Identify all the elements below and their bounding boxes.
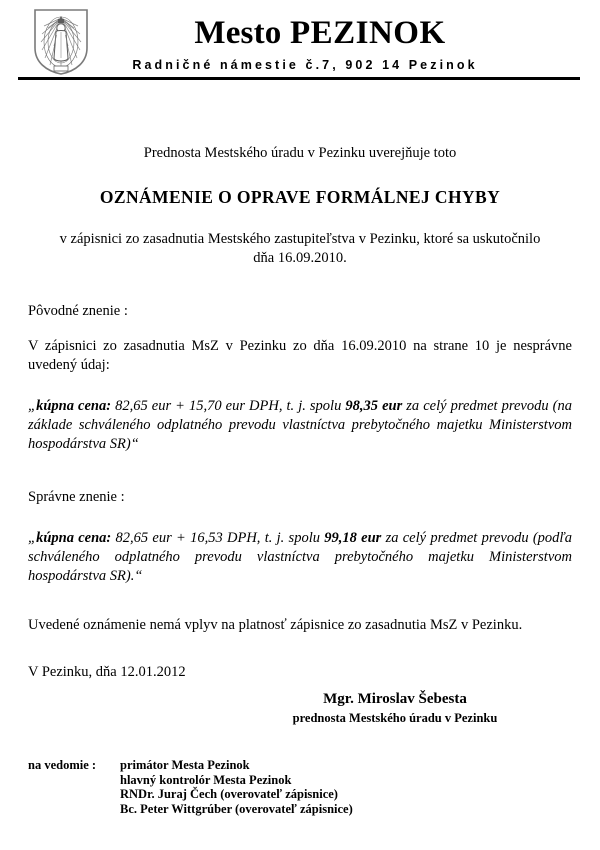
- original-wording-section: [28, 302, 572, 454]
- correct-wording-label: Správne znenie :: [28, 489, 125, 505]
- original-wording-label: Pôvodné znenie :: [28, 303, 128, 319]
- list-item: hlavný kontrolór Mesta Pezinok: [120, 772, 292, 787]
- original-quote-total: 98,35 eur: [345, 398, 403, 414]
- correct-wording-section: [28, 488, 572, 586]
- org-name-word-mesto: Mesto: [194, 15, 282, 51]
- distribution-label: na vedomie :: [28, 758, 97, 772]
- correct-quote-term: kúpna cena:: [36, 530, 112, 546]
- original-quote: [28, 397, 572, 454]
- original-quote-close: “: [130, 436, 139, 452]
- original-wording-paragraph: V zápisnici zo zasadnutia MsZ v Pezinku zo dňa 16.09.2010 na strane 10 je nesprávne uvedený údaj:: [28, 338, 572, 373]
- intro-line: Prednosta Mestského úradu v Pezinku uverejňuje toto: [143, 145, 457, 161]
- correct-quote-total: 99,18 eur: [324, 530, 382, 546]
- correct-quote-open: „: [28, 530, 37, 546]
- organization-name: [110, 14, 530, 52]
- signatory-name: Mgr. Miroslav Šebesta: [323, 691, 467, 707]
- correct-quote: [28, 529, 572, 586]
- org-name-word-city: PEZINOK: [289, 15, 446, 51]
- closing-paragraph: Uvedené oznámenie nemá vplyv na platnosť zápisnice zo zasadnutia MsZ v Pezinku.: [28, 617, 523, 633]
- distribution-list: [28, 758, 353, 816]
- organization-address: Radničné námestie č.7, 902 14 Pezinok: [132, 58, 478, 72]
- list-item: primátor Mesta Pezinok: [120, 758, 250, 772]
- page-title: OZNÁMENIE O OPRAVE FORMÁLNEJ CHYBY: [99, 187, 501, 207]
- correct-quote-rest: za celý predmet prevodu (podľa schváleného odplatného prevodu vlastníctva prebytočného majetku Ministerstvom hospodárstva SR).: [28, 530, 572, 584]
- correct-quote-amounts: 82,65 eur + 16,53 DPH, t. j. spolu: [111, 530, 325, 546]
- list-item: Bc. Peter Wittgrúber (overovateľ zápisnice): [120, 801, 353, 816]
- place-and-date: V Pezinku, dňa 12.01.2012: [28, 664, 186, 680]
- distribution-recipients: [120, 758, 353, 816]
- list-item: RNDr. Juraj Čech (overovateľ zápisnice): [120, 787, 338, 801]
- document-body: [0, 80, 600, 682]
- original-quote-open: „: [28, 398, 37, 414]
- original-quote-amounts: 82,65 eur + 15,70 eur DPH, t. j. spolu: [111, 398, 346, 414]
- signature-block: [0, 690, 600, 726]
- original-quote-term: kúpna cena:: [36, 398, 112, 414]
- letterhead: [0, 0, 600, 80]
- document-subtitle: v zápisnici zo zasadnutia Mestského zastupiteľstva v Pezinku, ktoré sa uskutočnilo dňa 16.09.2010.: [59, 231, 541, 266]
- closing-section: [28, 616, 572, 682]
- signatory-role: prednosta Mestského úradu v Pezinku: [292, 711, 498, 725]
- original-quote-rest: za celý predmet prevodu (na základe schváleného odplatného prevodu vlastníctva prebytočného majetku Ministerstvom hospodárstva SR): [28, 398, 572, 452]
- correct-quote-close: “: [134, 568, 143, 584]
